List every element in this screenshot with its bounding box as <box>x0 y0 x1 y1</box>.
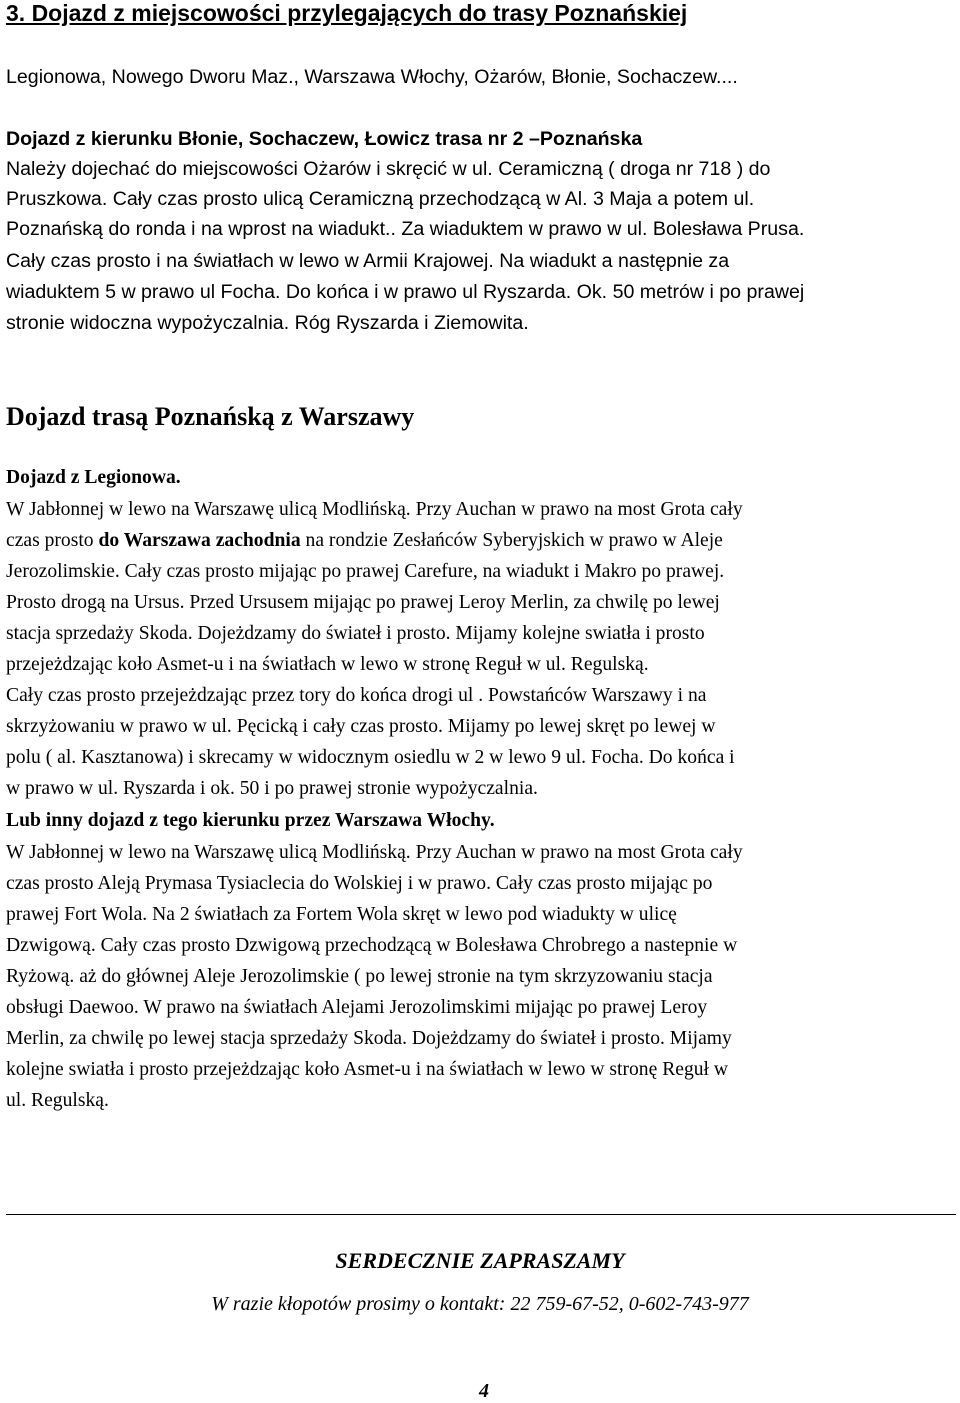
legionowa-subheading: Dojazd z Legionowa. <box>6 467 181 488</box>
west-route-line: wiaduktem 5 w prawo ul Focha. Do końca i w prawo ul Ryszarda. Ok. 50 metrów i po prawej <box>6 281 805 303</box>
warsaw-route-line: w prawo w ul. Ryszarda i ok. 50 i po prawej stronie wypożyczalnia. <box>6 778 538 799</box>
warsaw-route-line: Jerozolimskie. Cały czas prosto mijając po prawej Carefure, na wiadukt i Makro po prawej. <box>6 561 725 582</box>
warsaw-route-line: W Jabłonnej w lewo na Warszawę ulicą Modlińską. Przy Auchan w prawo na most Grota cały <box>6 499 743 520</box>
west-route-line: Pruszkowa. Cały czas prosto ulicą Ceramiczną przechodzącą w Al. 3 Maja a potem ul. <box>6 188 755 210</box>
warsaw-route-line: stacja sprzedaży Skoda. Dojeżdzamy do świateł i prosto. Mijamy kolejne swiatła i prosto <box>6 623 705 644</box>
west-route-line: Należy dojechać do miejscowości Ożarów i skręcić w ul. Ceramiczną ( droga nr 718 ) do <box>6 158 771 180</box>
alt-route-line: ul. Regulską. <box>6 1090 109 1111</box>
bold-destination: do Warszawa zachodnia <box>98 530 301 551</box>
alt-route-line: W Jabłonnej w lewo na Warszawę ulicą Modlińską. Przy Auchan w prawo na most Grota cały <box>6 842 743 863</box>
warsaw-route-line: przejeżdzając koło Asmet-u i na światłach w lewo w stronę Reguł w ul. Regulską. <box>6 654 649 675</box>
warsaw-route-heading: Dojazd trasą Poznańską z Warszawy <box>6 402 415 431</box>
alt-route-line: Ryżową. aż do głównej Aleje Jerozolimskie ( po lewej stronie na tym skrzyzowaniu stacja <box>6 966 713 987</box>
alt-route-line: Dzwigową. Cały czas prosto Dzwigową przechodzącą w Bolesława Chrobrego a nastepnie w <box>6 935 738 956</box>
alt-route-line: czas prosto Aleją Prymasa Tysiaclecia do Wolskiej i w prawo. Cały czas prosto mijając po <box>6 873 713 894</box>
west-route-line: Poznańską do ronda i na wprost na wiadukt.. Za wiaduktem w prawo w ul. Bolesława Prusa. <box>6 218 805 240</box>
alt-route-line: obsługi Daewoo. W prawo na światłach Alejami Jerozolimskimi mijając po prawej Leroy <box>6 997 708 1018</box>
contact-line: W razie kłopotów prosimy o kontakt: 22 759-67-52, 0-602-743-977 <box>211 1293 749 1315</box>
warsaw-route-line <box>6 528 723 554</box>
alt-route-line: Merlin, za chwilę po lewej stacja sprzedaży Skoda. Dojeżdzamy do świateł i prosto. Mijamy <box>6 1028 732 1049</box>
west-route-line: Cały czas prosto i na światłach w lewo w Armii Krajowej. Na wiadukt a następnie za <box>6 250 730 272</box>
page-number: 4 <box>479 1380 489 1402</box>
alt-route-heading: Lub inny dojazd z tego kierunku przez Warszawa Włochy. <box>6 810 495 831</box>
warsaw-route-line: Prosto drogą na Ursus. Przed Ursusem mijając po prawej Leroy Merlin, za chwilę po lewej <box>6 592 720 613</box>
alt-route-line: kolejne swiatła i prosto przejeżdzając koło Asmet-u i na światłach w lewo w stronę Reguł w <box>6 1059 729 1080</box>
text-run: na rondzie Zesłańców Syberyjskich w prawo w Aleje <box>300 530 723 551</box>
warsaw-route-line: polu ( al. Kasztanowa) i skrecamy w widocznym osiedlu w 2 w lewo 9 ul. Focha. Do końca i <box>6 747 735 768</box>
warsaw-route-line: Cały czas prosto przejeżdzając przez tory do końca drogi ul . Powstańców Warszawy i na <box>6 685 707 706</box>
footer-divider <box>6 1214 956 1215</box>
section-heading: 3. Dojazd z miejscowości przylegających do trasy Poznańskiej <box>6 0 688 26</box>
text-run: czas prosto <box>6 530 99 551</box>
west-route-title: Dojazd z kierunku Błonie, Sochaczew, Łowicz trasa nr 2 –Poznańska <box>6 128 643 150</box>
west-route-line: stronie widoczna wypożyczalnia. Róg Ryszarda i Ziemowita. <box>6 312 529 334</box>
alt-route-line: prawej Fort Wola. Na 2 światłach za Fortem Wola skręt w lewo pod wiadukty w ulicę <box>6 904 677 925</box>
intro-line: Legionowa, Nowego Dworu Maz., Warszawa Włochy, Ożarów, Błonie, Sochaczew.... <box>6 66 738 88</box>
warsaw-route-line: skrzyżowaniu w prawo w ul. Pęcicką i cały czas prosto. Mijamy po lewej skręt po lewej w <box>6 716 716 737</box>
closing-invitation: SERDECZNIE ZAPRASZAMY <box>335 1248 625 1273</box>
